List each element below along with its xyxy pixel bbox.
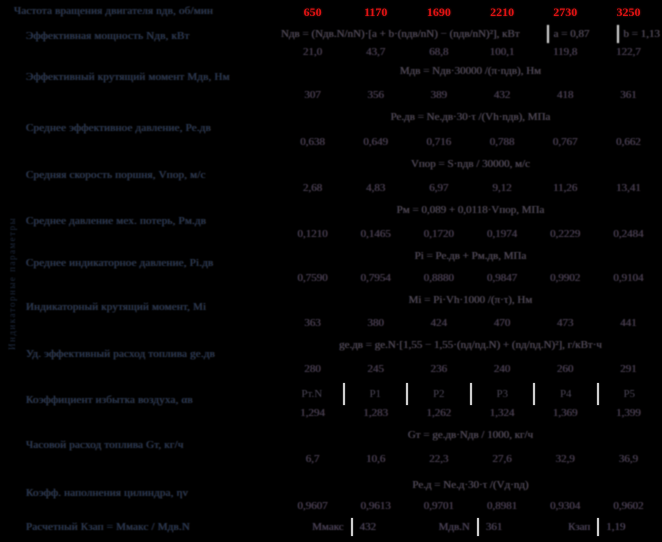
- cell-value: 27,6: [492, 453, 512, 465]
- row-formula: [281, 65, 660, 77]
- pair-symbol: Ммакс: [312, 521, 344, 533]
- separator-bar: [597, 518, 599, 536]
- cell-value: 0,1720: [423, 228, 455, 240]
- cell-value: 0,9104: [613, 272, 644, 284]
- cell-value: 9,12: [492, 182, 512, 194]
- formula-constant: а = 0,87: [553, 28, 590, 40]
- cell-value: 380: [367, 317, 384, 329]
- symbol-cell: Р3: [496, 388, 509, 400]
- values-row: [281, 228, 660, 240]
- row-label: Уд. эффективный расход топлива gе.дв: [26, 348, 216, 360]
- cell-value: 0,9847: [486, 272, 518, 284]
- cell-value: 418: [557, 89, 574, 101]
- pair-value: 432: [359, 521, 377, 533]
- pair-value: 361: [485, 521, 503, 533]
- values-row: [281, 46, 660, 58]
- cell-value: 122,7: [616, 46, 641, 58]
- cell-value: 0,2229: [550, 228, 581, 240]
- cell-value: 1,369: [552, 407, 578, 419]
- cell-value: 1,399: [616, 407, 641, 419]
- formula-text: Gт = gе.дв·Nдв / 1000, кг/ч: [407, 429, 534, 441]
- cell-value: 0,7954: [360, 272, 391, 284]
- row-label: Коэфф. наполнения цилиндра, ηv: [26, 487, 189, 499]
- cell-value: 0,649: [363, 136, 389, 148]
- cell-value: 432: [493, 89, 511, 101]
- cell-value: 36,9: [618, 453, 639, 465]
- cell-value: 291: [620, 363, 637, 375]
- cell-value: 0,7590: [297, 272, 328, 284]
- symbol-cell: Р5: [623, 388, 636, 400]
- row-label: Эффективный крутящий момент Мдв, Нм: [26, 71, 230, 83]
- row-label: Индикаторный крутящий момент, Мi: [26, 301, 207, 313]
- cell-value: 1,283: [363, 407, 389, 419]
- formula-text: Vпор = S·nдв / 30000, м/с: [410, 158, 531, 170]
- cell-value: 22,3: [429, 453, 449, 465]
- cell-value: 650: [303, 5, 322, 19]
- cell-value: 0,1974: [486, 228, 518, 240]
- row-label: Коэффициент избытка воздуха, αв: [26, 394, 193, 406]
- cell-value: 1690: [426, 5, 451, 19]
- row-label: Среднее давление мех. потерь, Рм.дв: [26, 215, 207, 227]
- vertical-axis-label: Индикаторные параметры: [7, 216, 17, 350]
- cell-value: 280: [304, 363, 321, 375]
- pair-value: 1,19: [606, 521, 626, 533]
- cell-value: 361: [620, 89, 637, 101]
- row-formula: [281, 250, 660, 262]
- row-formula: [281, 294, 660, 306]
- cell-value: 240: [493, 363, 511, 375]
- cell-value: 3250: [616, 5, 641, 19]
- formula-text: Мi = Рi·Vh·1000 /(π·τ), Нм: [408, 294, 533, 306]
- cell-value: 0,638: [300, 136, 325, 148]
- cell-value: 11,26: [553, 182, 578, 194]
- symbol-row: [281, 383, 660, 405]
- values-row: [281, 407, 660, 419]
- cell-value: 470: [493, 317, 511, 329]
- cell-value: 13,41: [616, 182, 641, 194]
- formula-text: Рм = 0,089 + 0,0118·Vпор, МПа: [396, 204, 545, 216]
- cell-value: 0,9602: [613, 500, 644, 512]
- row-label: Среднее эффективное давление, Ре.дв: [26, 122, 211, 134]
- cell-value: 236: [430, 363, 448, 375]
- cell-value: 1,324: [489, 407, 515, 419]
- row-formula: [281, 339, 660, 351]
- cell-value: 0,8981: [486, 500, 518, 512]
- cell-value: 424: [430, 317, 448, 329]
- row-label: Расчетный Кзап = Ммакс / Мдв.N: [26, 521, 190, 533]
- symbol-cell: Рт.N: [301, 388, 323, 400]
- cell-value: 0,1210: [297, 228, 328, 240]
- row-label: Средняя скорость поршня, Vпор, м/с: [26, 169, 206, 181]
- cell-value: 0,9902: [550, 272, 581, 284]
- cell-value: 0,9304: [550, 500, 581, 512]
- cell-value: 1,262: [426, 407, 452, 419]
- row-formula: [281, 204, 660, 216]
- values-row: [281, 317, 660, 329]
- formula-text: gе.дв = gе.N·[1,55 − 1,55·(nд/nд.N) + (nд/nд.N)²], г/кВт·ч: [339, 339, 602, 351]
- separator-bar: [617, 25, 619, 43]
- symbol-cell: Р1: [369, 388, 382, 400]
- formula-text: Рi = Ре.дв + Рм.дв, МПа: [414, 250, 527, 262]
- row-label: Среднее индикаторное давление, Рi.дв: [26, 257, 214, 269]
- cell-value: 6,7: [305, 453, 320, 465]
- cell-value: 0,2484: [613, 228, 644, 240]
- check-row: [281, 518, 660, 536]
- pair-symbol: Мдв.N: [438, 521, 470, 533]
- cell-value: 68,8: [429, 46, 449, 58]
- cell-value: 0,716: [426, 136, 452, 148]
- cell-value: 441: [620, 317, 637, 329]
- row-label: Частота вращения двигателя nдв, об/мин: [14, 5, 214, 17]
- symbol-value-pair: [281, 518, 407, 536]
- values-row: [281, 453, 660, 465]
- formula-text: Мдв = Nдв·30000 /(π·nдв), Нм: [399, 65, 542, 77]
- formula-constant-cell: [617, 25, 660, 43]
- cell-value: 43,7: [366, 46, 386, 58]
- values-row: [281, 182, 660, 194]
- row-formula: [281, 25, 660, 43]
- cell-value: 2730: [553, 5, 578, 19]
- cell-value: 356: [367, 89, 384, 101]
- cell-value: 0,1465: [360, 228, 391, 240]
- cell-value: 32,9: [555, 453, 575, 465]
- cell-value: 100,1: [489, 46, 515, 58]
- cell-value: 0,9613: [360, 500, 391, 512]
- values-row: [281, 89, 660, 101]
- cell-value: 0,788: [489, 136, 515, 148]
- pair-symbol: Кзап: [568, 521, 591, 533]
- row-formula: [281, 429, 660, 441]
- cell-value: 0,767: [552, 136, 578, 148]
- cell-value: 119,8: [553, 46, 578, 58]
- separator-bar: [477, 518, 479, 536]
- cell-value: 260: [557, 363, 574, 375]
- cell-value: 10,6: [366, 453, 386, 465]
- cell-value: 1,294: [300, 407, 325, 419]
- row-label: Часовой расход топлива Gт, кг/ч: [26, 439, 184, 451]
- cell-value: 245: [367, 363, 384, 375]
- cell-value: 4,83: [366, 182, 386, 194]
- cell-value: 0,8880: [423, 272, 455, 284]
- symbol-cell: Р4: [559, 388, 572, 400]
- cell-value: 0,9701: [423, 500, 455, 512]
- cell-value: 6,97: [429, 182, 449, 194]
- separator-bar: [351, 518, 353, 536]
- formula-text: Ре.дв = Nе.дв·30·τ /(Vh·nдв), МПа: [390, 111, 551, 123]
- cell-value: 21,0: [302, 46, 323, 58]
- symbol-value-pair: [534, 518, 660, 536]
- cell-value: 2,68: [302, 182, 323, 194]
- symbol-value-pair: [407, 518, 533, 536]
- formula-constant-cell: [547, 25, 590, 43]
- cell-value: 307: [304, 89, 321, 101]
- formula-constant: b = 1,13: [623, 28, 660, 40]
- symbol-cell: Р2: [432, 388, 445, 400]
- formula-text: Ре.д = Nе.д·30·τ /(Vд·nд): [412, 479, 529, 491]
- values-row: [281, 136, 660, 148]
- cell-value: 363: [304, 317, 321, 329]
- cell-value: 1170: [364, 5, 388, 19]
- cell-value: 389: [430, 89, 448, 101]
- values-row: [281, 363, 660, 375]
- formula-text: Nдв = (Nдв.N/nN)·[a + b·(nдв/nN) − (nдв/nN)²], кВт: [281, 28, 520, 40]
- values-row: [281, 272, 660, 284]
- cell-value: 0,662: [616, 136, 641, 148]
- row-label: Эффективная мощность Nдв, кВт: [26, 30, 190, 42]
- cell-value: 473: [557, 317, 574, 329]
- row-formula: [281, 111, 660, 123]
- cell-value: 2210: [490, 5, 515, 19]
- row-formula: [281, 479, 660, 491]
- values-row: [281, 500, 660, 512]
- cell-value: 0,9607: [297, 500, 328, 512]
- header-values-row: [281, 5, 660, 20]
- separator-bar: [547, 25, 549, 43]
- row-formula: [281, 158, 660, 170]
